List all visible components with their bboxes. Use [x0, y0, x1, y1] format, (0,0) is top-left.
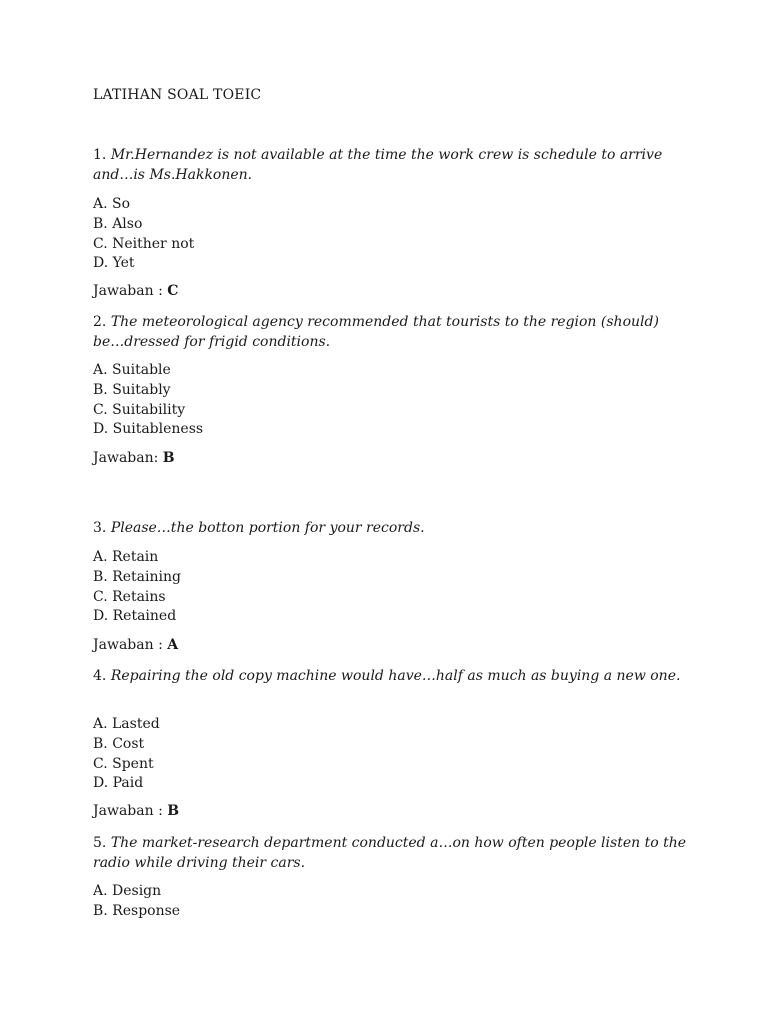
answer-label: Jawaban : — [93, 283, 168, 299]
options-1 — [93, 195, 194, 274]
answer-letter: B — [162, 450, 175, 466]
question-text: Please…the botton portion for your records. — [110, 520, 425, 536]
question-number: 4. — [93, 668, 107, 684]
option: D. Suitableness — [93, 421, 204, 438]
options-2 — [93, 361, 203, 440]
option: C. Retains — [93, 588, 166, 605]
question-number: 2. — [93, 314, 107, 330]
question-5 — [93, 833, 693, 873]
option: D. Yet — [93, 255, 135, 272]
question-text: The market-research department conducted a…on how often people listen to the radio while driving their cars. — [93, 835, 687, 871]
option: B. Suitably — [93, 381, 171, 398]
question-1 — [93, 145, 693, 185]
option: D. Paid — [93, 775, 144, 792]
question-number: 5. — [93, 835, 107, 851]
option: C. Neither not — [93, 235, 195, 252]
option: B. Also — [93, 215, 143, 232]
option: B. Response — [93, 902, 181, 919]
answer-3 — [93, 637, 178, 653]
options-4 — [93, 715, 160, 794]
question-4 — [93, 666, 693, 686]
options-3 — [93, 548, 181, 627]
answer-4 — [93, 803, 179, 819]
option: C. Spent — [93, 755, 154, 772]
answer-2 — [93, 450, 175, 466]
answer-letter: A — [167, 637, 179, 653]
option: C. Suitability — [93, 401, 186, 418]
option: A. Suitable — [93, 362, 171, 378]
answer-1 — [93, 283, 178, 299]
answer-label: Jawaban: — [93, 450, 163, 466]
question-number: 3. — [93, 520, 107, 536]
answer-letter: B — [167, 803, 180, 819]
question-text: Repairing the old copy machine would have…half as much as buying a new one. — [110, 668, 681, 684]
option: A. So — [93, 196, 131, 212]
answer-label: Jawaban : — [93, 637, 168, 653]
answer-letter: C — [167, 283, 179, 299]
option: B. Retaining — [93, 568, 181, 585]
question-number: 1. — [93, 147, 107, 163]
question-3 — [93, 518, 693, 538]
options-5 — [93, 882, 180, 922]
option: A. Lasted — [93, 716, 160, 732]
question-text: Mr.Hernandez is not available at the time the work crew is schedule to arrive and…is Ms.Hakkonen. — [93, 147, 663, 183]
option: A. Retain — [93, 549, 159, 565]
answer-label: Jawaban : — [93, 803, 168, 819]
option: D. Retained — [93, 608, 177, 625]
document-title: LATIHAN SOAL TOEIC — [93, 87, 262, 103]
option: B. Cost — [93, 735, 145, 752]
option: A. Design — [93, 883, 162, 899]
question-text: The meteorological agency recommended that tourists to the region (should) be…dressed for frigid conditions. — [93, 314, 659, 350]
question-2 — [93, 312, 693, 352]
